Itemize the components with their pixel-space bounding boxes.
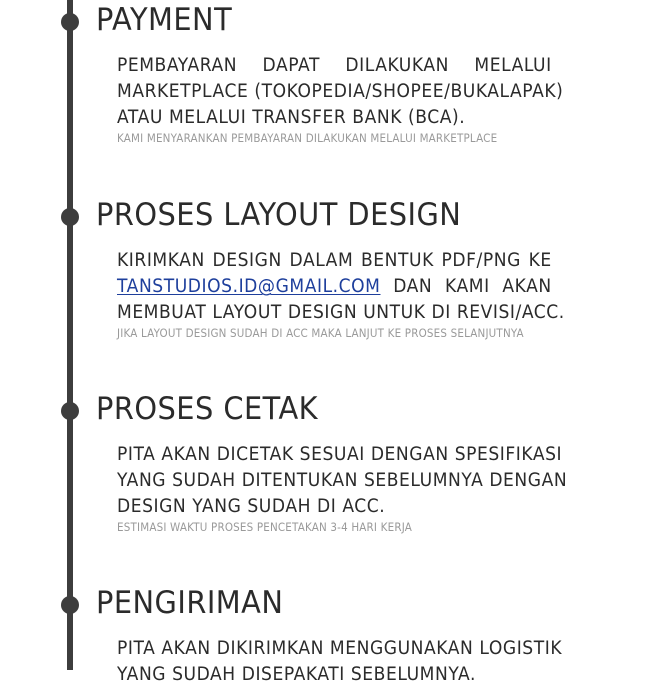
step-description bbox=[117, 442, 568, 520]
email-link[interactable]: TANSTUDIOS.ID@GMAIL.COM bbox=[117, 276, 381, 297]
description-line bbox=[117, 274, 552, 300]
step-title: PAYMENT bbox=[96, 2, 233, 38]
step-description bbox=[117, 636, 563, 688]
description-line: YANG SUDAH DITENTUKAN SEBELUMNYA DENGAN bbox=[117, 470, 568, 491]
step-note: ESTIMASI WAKTU PROSES PENCETAKAN 3-4 HARI KERJA bbox=[117, 520, 413, 534]
step-note: KAMI MENYARANKAN PEMBAYARAN DILAKUKAN MELALUI MARKETPLACE bbox=[117, 131, 498, 145]
timeline-line bbox=[67, 0, 73, 670]
step-title: PROSES LAYOUT DESIGN bbox=[96, 197, 462, 233]
step-note: JIKA LAYOUT DESIGN SUDAH DI ACC MAKA LANJUT KE PROSES SELANJUTNYA bbox=[117, 326, 524, 340]
timeline-dot bbox=[61, 596, 79, 614]
step-description bbox=[117, 53, 564, 131]
step-description bbox=[117, 248, 565, 326]
timeline-dot bbox=[61, 13, 79, 31]
description-line: MEMBUAT LAYOUT DESIGN UNTUK DI REVISI/ACC. bbox=[117, 302, 565, 323]
description-line: PITA AKAN DIKIRIMKAN MENGGUNAKAN LOGISTIK bbox=[117, 638, 563, 659]
description-line: KIRIMKAN DESIGN DALAM BENTUK PDF/PNG KE bbox=[117, 250, 552, 271]
timeline-dot bbox=[61, 402, 79, 420]
description-text: DAN KAMI AKAN bbox=[393, 276, 552, 297]
step-title: PROSES CETAK bbox=[96, 391, 319, 427]
description-line: PITA AKAN DICETAK SESUAI DENGAN SPESIFIKASI bbox=[117, 444, 563, 465]
step-title: PENGIRIMAN bbox=[96, 585, 284, 621]
description-line: ATAU MELALUI TRANSFER BANK (BCA). bbox=[117, 107, 466, 128]
description-line: DESIGN YANG SUDAH DI ACC. bbox=[117, 496, 386, 517]
timeline-dot bbox=[61, 208, 79, 226]
description-line: MARKETPLACE (TOKOPEDIA/SHOPEE/BUKALAPAK) bbox=[117, 81, 564, 102]
description-line: PEMBAYARAN DAPAT DILAKUKAN MELALUI bbox=[117, 55, 552, 76]
description-line: YANG SUDAH DISEPAKATI SEBELUMNYA. bbox=[117, 664, 476, 685]
